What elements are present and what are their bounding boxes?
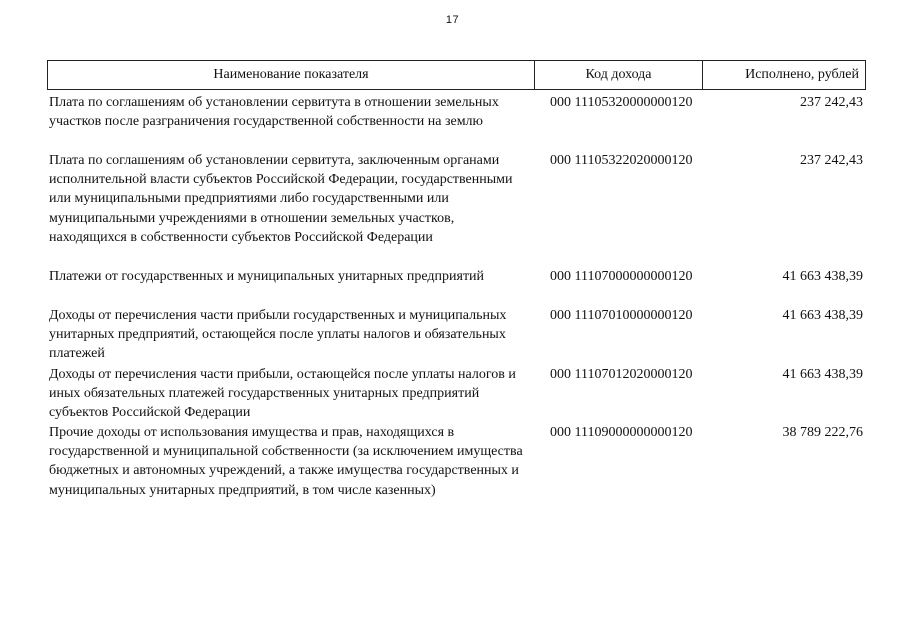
income-code: 000 11109000000000120	[550, 425, 693, 440]
indicator-name: Плата по соглашениям об установлении сервитута, заключенным органами исполнительной власти субъектов Российской Федерации, государственными или муниципальными предприятиями либо государственными или муниципальными учреждениями в отношении земельных участков, находящихся в собственности субъектов Российской Федерации	[49, 153, 513, 245]
executed-amount: 237 242,43	[800, 153, 863, 168]
income-code: 000 11105322020000120	[550, 153, 693, 168]
page-number: 17	[445, 14, 460, 26]
table-header	[47, 60, 866, 90]
indicator-name: Плата по соглашениям об установлении сервитута в отношении земельных участков после разграничения государственной собственности на землю	[49, 95, 499, 130]
indicator-name: Прочие доходы от использования имущества и прав, находящихся в государственной и муниципальной собственности (за исключением имущества бюджетных и автономных учреждений, а также имущества государственных и муниципальных унитарных предприятий, в том числе казенных)	[49, 425, 523, 498]
column-header-code: Код дохода	[535, 61, 703, 89]
executed-amount: 41 663 438,39	[782, 269, 863, 284]
income-code: 000 11107012020000120	[550, 367, 693, 382]
executed-amount: 41 663 438,39	[782, 367, 863, 382]
indicator-name: Доходы от перечисления части прибыли государственных и муниципальных унитарных предприятий, остающейся после уплаты налогов и обязательных платежей	[49, 308, 507, 362]
column-header-name: Наименование показателя	[48, 61, 535, 89]
executed-amount: 38 789 222,76	[782, 425, 863, 440]
executed-amount: 41 663 438,39	[782, 308, 863, 323]
income-code: 000 11105320000000120	[550, 95, 693, 110]
column-header-amount: Исполнено, рублей	[745, 67, 859, 82]
indicator-name: Платежи от государственных и муниципальных унитарных предприятий	[49, 269, 485, 284]
income-code: 000 11107000000000120	[550, 269, 693, 284]
executed-amount: 237 242,43	[800, 95, 863, 110]
income-code: 000 11107010000000120	[550, 308, 693, 323]
indicator-name: Доходы от перечисления части прибыли, остающейся после уплаты налогов и иных обязательных платежей государственных унитарных предприятий субъектов Российской Федерации	[49, 367, 516, 421]
